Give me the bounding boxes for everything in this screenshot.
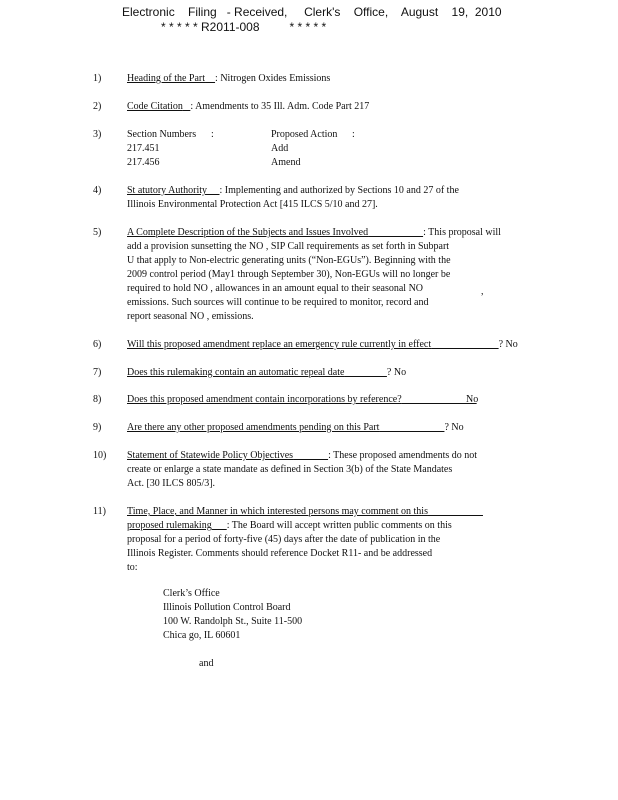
stray-comma: , [481,286,484,297]
proposed-action: Add [271,143,289,154]
item-11-heading [127,505,483,519]
item-text: : The Board will accept written public comments on this [226,520,452,531]
docket-number-line: * * * * * R2011-008 * * * * * [161,20,327,34]
item-label: A Complete Description of the Subjects and Issues Involved [127,227,369,238]
item-5 [127,226,501,240]
item-label: St atutory Authority [127,185,207,196]
item-answer: No [466,394,479,405]
paragraph-line: add a provision sunsetting the NO , SIP Call requirements as set forth in Subpart [127,241,450,252]
item-answer: ? No [444,422,464,433]
item-label-continued: proposed rulemaking [127,520,212,531]
item-10 [127,449,477,463]
colon: : [352,129,355,140]
item-label: Time, Place, and Manner in which interested persons may comment on this [127,506,428,517]
paragraph-line: Illinois Register. Comments should reference Docket R11- and be addressed [127,548,433,559]
address-line: Illinois Pollution Control Board [163,602,291,613]
paragraph-line: to: [127,562,138,573]
paragraph-line: required to hold NO , allowances in an amount equal to their seasonal NO [127,283,424,294]
paragraph-line: 2009 control period (May1 through September 30), Non-EGUs will no longer be [127,269,451,280]
address-line: 100 W. Randolph St., Suite 11-500 [163,616,303,627]
item-answer: ? No [386,367,407,378]
item-text: : Amendments to 35 Ill. Adm. Code Part 217 [190,101,370,112]
item-text: : These proposed amendments do not [328,450,478,461]
item-number: 9) [93,422,102,433]
paragraph-line: proposal for a period of forty-five (45) days after the date of publication in the [127,534,441,545]
paragraph-line: U that apply to Non-electric generating units (“Non-EGUs”). Beginning with the [127,255,451,266]
paragraph-line: emissions. Such sources will continue to be required to monitor, record and [127,297,429,308]
item-9-question [127,421,464,435]
address-line: Clerk’s Office [163,588,220,599]
item-answer: ? No [498,339,518,350]
item-label: Heading of the Part [127,73,206,84]
item-label: Are there any other proposed amendments pending on this Part [127,422,380,433]
item-label: Does this proposed amendment contain incorporations by reference? [127,394,402,405]
item-number: 10) [93,450,107,461]
paragraph-line: Act. [30 ILCS 805/3]. [127,478,216,489]
item-number: 8) [93,394,102,405]
item-label: Code Citation [127,101,183,112]
colon: : [211,129,214,140]
item-number: 11) [93,506,106,517]
item-7-question [127,366,406,380]
paragraph-line: create or enlarge a state mandate as defined in Section 3(b) of the State Mandates [127,464,453,475]
item-label: Does this rulemaking contain an automatic repeal date [127,367,345,378]
item-text-continued: Illinois Environmental Protection Act [415 ILCS 5/10 and 27]. [127,199,378,210]
item-8-question [127,393,477,407]
item-number: 3) [93,129,102,140]
address-line: Chica go, IL 60601 [163,630,241,641]
proposed-action-heading: Proposed Action [271,129,338,140]
item-text: : Implementing and authorized by Sections 10 and 27 of the [219,185,459,196]
item-label: Statement of Statewide Policy Objectives [127,450,294,461]
item-number: 1) [93,73,102,84]
paragraph-line: report seasonal NO , emissions. [127,311,254,322]
section-number: 217.451 [127,143,160,154]
item-number: 5) [93,227,102,238]
item-text: : Nitrogen Oxides Emissions [215,73,331,84]
item-1 [127,72,330,86]
item-number: 6) [93,339,102,350]
item-6-question [127,338,518,352]
proposed-action: Amend [271,157,301,168]
item-number: 7) [93,367,102,378]
section-number: 217.456 [127,157,160,168]
item-text: : This proposal will [423,227,501,238]
item-11 [127,519,452,533]
item-4 [127,184,459,198]
item-label: Will this proposed amendment replace an emergency rule currently in effect [127,339,432,350]
filing-stamp-line: Electronic Filing - Received, Clerk's Office, August 19, 2010 [122,5,502,19]
closing-word: and [199,658,214,669]
section-numbers-heading: Section Numbers [127,129,197,140]
item-2 [127,100,369,114]
item-number: 2) [93,101,102,112]
item-number: 4) [93,185,102,196]
